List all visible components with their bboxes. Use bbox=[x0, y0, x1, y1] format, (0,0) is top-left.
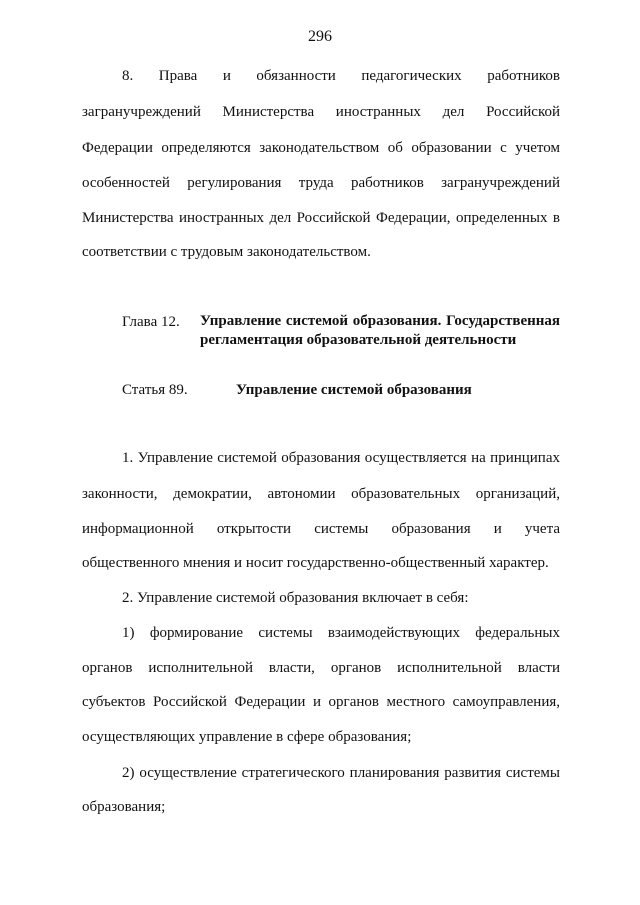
article-label: Статья 89. bbox=[122, 382, 188, 398]
paragraph-2: 2. Управление системой образования включает в себя: bbox=[122, 590, 469, 606]
text-line: 8. Права и обязанности педагогических работников bbox=[122, 68, 560, 84]
text-line: 1. Управление системой образования осуществляется на принципах bbox=[122, 450, 560, 466]
text-line: информационной открытости системы образования и учета bbox=[82, 521, 560, 537]
text-line: образования; bbox=[82, 799, 166, 815]
text-line: Министерства иностранных дел Российской Федерации, определенных в bbox=[82, 210, 560, 226]
text-line: законности, демократии, автономии образовательных организаций, bbox=[82, 486, 560, 502]
text-line: осуществляющих управление в сфере образования; bbox=[82, 729, 412, 745]
chapter-title-line: Управление системой образования. Государственная bbox=[200, 313, 560, 329]
page-number: 296 bbox=[308, 28, 332, 45]
text-line: особенностей регулирования труда работников загранучреждений bbox=[82, 175, 560, 191]
text-line: загранучреждений Министерства иностранных дел Российской bbox=[82, 104, 560, 120]
article-title: Управление системой образования bbox=[236, 382, 472, 398]
chapter-title-line: регламентация образовательной деятельности bbox=[200, 332, 517, 348]
text-line: общественного мнения и носит государственно-общественный характер. bbox=[82, 555, 549, 571]
text-line: соответствии с трудовым законодательством. bbox=[82, 244, 371, 260]
chapter-label: Глава 12. bbox=[122, 314, 180, 330]
text-line: субъектов Российской Федерации и органов местного самоуправления, bbox=[82, 694, 560, 710]
text-line: 1) формирование системы взаимодействующих федеральных bbox=[122, 625, 560, 641]
text-line: Федерации определяются законодательством об образовании с учетом bbox=[82, 140, 560, 156]
text-line: 2) осуществление стратегического планирования развития системы bbox=[122, 765, 560, 781]
chapter-title bbox=[200, 312, 560, 350]
text-line: органов исполнительной власти, органов исполнительной власти bbox=[82, 660, 560, 676]
